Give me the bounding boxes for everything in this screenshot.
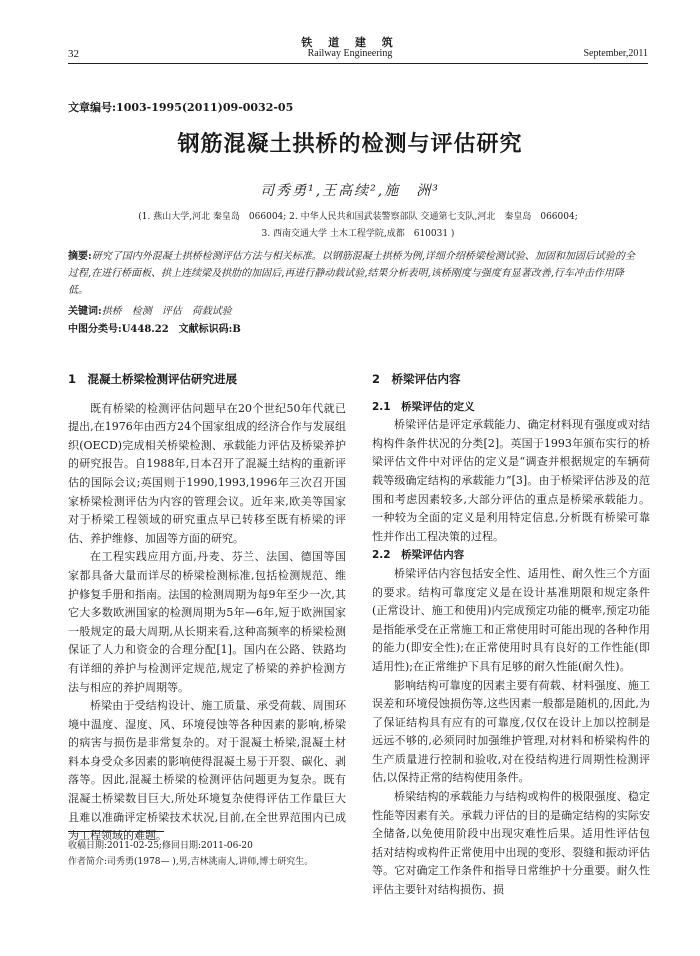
paper-title: 钢筋混凝土拱桥的检测与评估研究	[177, 132, 523, 157]
left-column	[68, 370, 346, 846]
body-paragraph: 桥梁评估是评定承载能力、确定材料现有强度或对结构构件条件状况的分类[2]。英国于1993年颁布实行的桥梁评估文件中对评估的定义是“调查并根据规定的车辆荷载等级确定结构的承载能力”[3]。由于桥梁评估涉及的范围和考虑因素较多,大部分评估的重点是桥梁承载能力。一种较为全面的定义是利用特定信息,分析既有桥梁可靠性并作出工程决策的过程。	[372, 418, 650, 543]
body-paragraph: 桥梁结构的承载能力与结构或构件的极限强度、稳定性能等因素有关。承载力评估的目的是确定结构的实际安全储备,以免使用阶段中出现灾难性后果。适用性评估包括对结构或构件正常使用中出现的变形、裂缝和振动评估等。它对确定工作条件和指导日常维护十分重要。耐久性评估主要针对结构损伤、损	[372, 790, 650, 897]
section-2-heading: 2 桥梁评估内容	[372, 372, 461, 386]
issue-date: September,2011	[583, 48, 648, 59]
affiliation-line: (1. 燕山大学,河北 秦皇岛 066004; 2. 中华人民共和国武装警察部队 交通第七支队,河北 秦皇岛 066004;	[138, 212, 578, 222]
journal-title-cn: 铁 道 建 筑	[301, 36, 399, 49]
journal-title-en: Railway Engineering	[307, 48, 393, 59]
abstract-text: 研究了国内外混凝土拱桥检测评估方法与相关标准。以钢筋混凝土拱桥为例,详细介绍桥梁检测试验、加固和加固后试验的全过程,在进行桥面板、拱上连续梁及拱肋的加固后,再进行静动载试验,结果分析表明,该桥刚度与强度有显著改善,行车冲击作用降低。	[68, 251, 635, 296]
classification-code: 中图分类号:U448.22 文献标识码:B	[68, 324, 241, 335]
abstract-label: 摘要:	[68, 251, 92, 262]
body-paragraph: 桥梁评估内容包括安全性、适用性、耐久性三个方面的要求。结构可靠度定义是在设计基准期限和规定条件(正常设计、施工和使用)内完成预定功能的概率,预定功能是指能承受在正常施工和正常使用时可能出现的各种作用的能力(即安全性);在正常使用时具有良好的工作性能(即适用性);在正常维护下具有足够的耐久性能(耐久性)。	[372, 566, 650, 673]
body-paragraph: 影响结构可靠度的因素主要有荷载、材料强度、施工误差和环境侵蚀损伤等,这些因素一般都是随机的,因此,为了保证结构具有应有的可靠度,仅仅在设计上加以控制是远远不够的,必须同时加强维护管理,对材料和桥梁构件的生产质量进行控制和验收,对在役结构进行周期性检测评估,以保持正常的结构使用条件。	[372, 678, 650, 785]
header-rule	[68, 63, 648, 64]
author-bio-note: 作者简介:司秀勇(1978— ),男,吉林洮南人,讲师,博士研究生。	[68, 857, 314, 867]
footnote-rule	[68, 831, 164, 832]
keywords-label: 关键词:	[68, 306, 102, 317]
keywords	[68, 302, 232, 317]
keywords-text: 拱桥 检测 评估 荷载试验	[101, 306, 232, 317]
body-paragraph: 桥梁由于受结构设计、施工质量、承受荷载、周围环境中温度、湿度、风、环境侵蚀等各种因素的影响,桥梁的病害与损伤是非常复杂的。对于混凝土桥梁,混凝土材料本身受众多因素的影响使得混凝土易于开裂、碳化、剥落等。因此,混凝土桥梁的检测评估问题更为复杂。既有混凝土桥梁数目巨大,所处环境复杂使得评估工作量巨大且难以准确评定桥梁技术状况,目前,在全世界范围内已成为工程领域的难题。	[68, 699, 346, 843]
affiliations	[78, 209, 638, 243]
abstract	[68, 248, 638, 299]
section-1-heading: 1 混凝土桥梁检测评估研究进展	[68, 372, 237, 386]
body-paragraph: 既有桥梁的检测评估问题早在20个世纪50年代就已提出,在1976年由西方24个国家组成的经济合作与发展组织(OECD)完成相关桥梁检测、承载能力评估及桥梁养护的研究报告。自1988年,日本召开了混凝土结构的重新评估的国际会议;英国则于1990,1993,1996年三次召开国家桥梁检测评估为内容的管理会议。近年来,欧美等国家对于桥梁工程领域的研究重点早已转移至既有桥梁的评估、养护维修、加固等方面的研究。	[68, 401, 346, 545]
subsection-2-2-heading: 2.2 桥梁评估内容	[372, 549, 465, 562]
right-column	[372, 370, 650, 900]
received-date-note: 收稿日期:2011-02-25;修回日期:2011-06-20	[68, 841, 253, 851]
subsection-2-1-heading: 2.1 桥梁评估的定义	[372, 400, 475, 413]
page-number: 32	[68, 48, 79, 60]
body-paragraph: 在工程实践应用方面,丹麦、芬兰、法国、德国等国家都具备大量而详尽的桥梁检测标准,包括检测规范、维护修复手册和指南。法国的检测周期为每9年至少一次,其它大多数欧洲国家的检测周期为5年—6年,短于欧洲国家一般规定的最大周期,从长期来看,这种高频率的桥梁检测保证了人力和资金的合理分配[1]。国内在公路、铁路均有详细的养护与检测评定规范,规定了桥梁的养护检测方法与相应的养护周期等。	[68, 550, 346, 694]
affiliation-line: 3. 西南交通大学 土木工程学院,成都 610031 )	[261, 229, 455, 239]
article-number: 文章编号:1003-1995(2011)09-0032-05	[68, 101, 294, 114]
author-list: 司秀勇¹,王高续²,施 洲³	[260, 183, 440, 199]
